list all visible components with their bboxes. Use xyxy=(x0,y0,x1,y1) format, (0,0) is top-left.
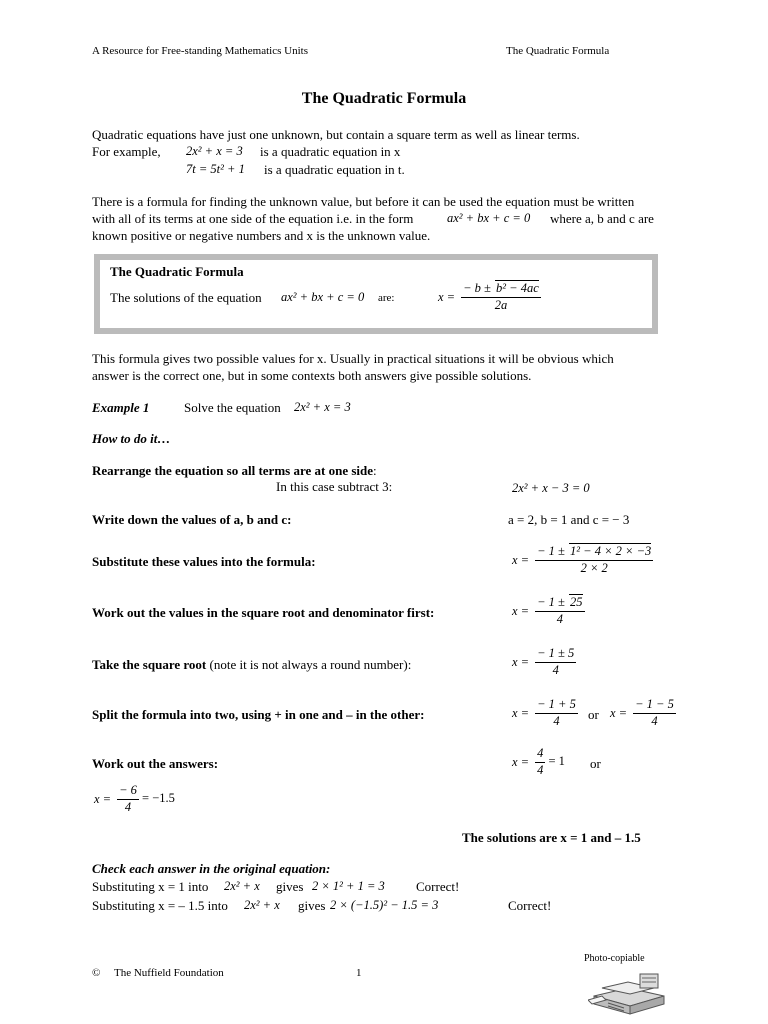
for-example-label: For example, xyxy=(92,144,161,159)
step-simplify-formula: x = $\frac{- 1 \pm 25}{4}$ xyxy=(512,595,583,626)
header-right: The Quadratic Formula xyxy=(506,45,610,57)
footer-org: The Nuffield Foundation xyxy=(114,967,224,979)
step-square-root: Take the square root (note it is not always a round number): xyxy=(92,657,412,672)
step-rearrange: Rearrange the equation so all terms are at one side: xyxy=(92,463,377,478)
quadratic-formula: x = $\frac{\text{− b ± b² − 4ac}}{2a}$ xyxy=(438,281,539,312)
formula-box-text: The solutions of the equation xyxy=(110,290,262,305)
how-to-do-it: How to do it… xyxy=(92,431,171,446)
check-line-1-eq2: 2 × 1² + 1 = 3 xyxy=(312,879,385,893)
step-abc: Write down the values of a, b and c: xyxy=(92,512,292,527)
equation-2: 7t = 5t² + 1 xyxy=(186,162,245,176)
copyright-icon: © xyxy=(92,967,101,979)
para2-line1: There is a formula for finding the unknown value, but before it can be used the equation must be written xyxy=(92,194,635,209)
para2-line3: known positive or negative numbers and x is the unknown value. xyxy=(92,228,431,243)
step-answer-2: x = $\frac{- 6}{4}$ = −1.5 xyxy=(94,783,175,814)
equation-2-desc: is a quadratic equation in t. xyxy=(264,162,405,177)
formula-box-equation: ax² + bx + c = 0 xyxy=(281,290,365,304)
example-equation: 2x² + x = 3 xyxy=(294,400,351,414)
formula-box-are: are: xyxy=(378,292,395,304)
step-square-root-formula: x = $\frac{- 1 \pm 5}{4}$ xyxy=(512,646,575,677)
example-label: Example 1 xyxy=(92,400,150,415)
check-line-1-gives: gives xyxy=(276,879,304,894)
step-split: Split the formula into two, using + in one and – in the other: xyxy=(92,707,425,722)
page-title: The Quadratic Formula xyxy=(301,90,467,107)
photocopier-icon xyxy=(588,966,670,1016)
step-simplify: Work out the values in the square root and denominator first: xyxy=(92,605,435,620)
step-substitute-formula: x = $\frac{\text{− 1 ± 1² − 4 × 2 × −3}}{2 \times 2}$ xyxy=(512,544,652,575)
check-line-2-gives: gives xyxy=(298,898,326,913)
solutions-summary: The solutions are x = 1 and – 1.5 xyxy=(462,830,641,845)
step-answers-or: or xyxy=(590,756,601,771)
para2-line2b: where a, b and c are xyxy=(550,211,654,226)
step-abc-values: a = 2, b = 1 and c = − 3 xyxy=(508,512,630,527)
step-substitute: Substitute these values into the formula: xyxy=(92,554,316,569)
para3-line1: This formula gives two possible values for x. Usually in practical situations it will be obvious which xyxy=(92,351,614,366)
check-line-1-eq1: 2x² + x xyxy=(224,879,260,893)
para3-line2: answer is the correct one, but in some contexts both answers give possible solutions. xyxy=(92,368,532,383)
check-line-1-text: Substituting x = 1 into xyxy=(92,879,209,894)
check-line-1-correct: Correct! xyxy=(416,879,460,894)
check-heading: Check each answer in the original equation: xyxy=(92,861,331,876)
intro-line: Quadratic equations have just one unknown, but contain a square term as well as linear terms. xyxy=(92,127,580,142)
check-line-2-text: Substituting x = – 1.5 into xyxy=(92,898,228,913)
step-rearrange-equation: 2x² + x − 3 = 0 xyxy=(512,481,590,495)
header-left: A Resource for Free-standing Mathematics Units xyxy=(92,45,308,57)
example-text: Solve the equation xyxy=(184,400,281,415)
equation-1-desc: is a quadratic equation in x xyxy=(260,144,401,159)
photocopiable-label: Photo-copiable xyxy=(584,953,645,964)
general-form-equation: ax² + bx + c = 0 xyxy=(447,211,531,225)
check-line-2-eq1: 2x² + x xyxy=(244,898,280,912)
step-split-or: or xyxy=(588,707,599,722)
equation-1: 2x² + x = 3 xyxy=(186,144,243,158)
step-answer-1: x = $\frac{4}{4}$ = 1 xyxy=(512,746,565,777)
step-answers: Work out the answers: xyxy=(92,756,219,771)
step-rearrange-sub: In this case subtract 3: xyxy=(276,479,393,494)
para2-line2a: with all of its terms at one side of the equation i.e. in the form xyxy=(92,211,414,226)
step-split-formula-plus: x = $\frac{- 1 + 5}{4}$ xyxy=(512,697,576,728)
formula-box-heading: The Quadratic Formula xyxy=(110,264,244,279)
check-line-2-correct: Correct! xyxy=(508,898,552,913)
step-split-formula-minus: x = $\frac{- 1 - 5}{4}$ xyxy=(610,697,674,728)
footer-page-number: 1 xyxy=(356,967,362,979)
check-line-2-eq2: 2 × (−1.5)² − 1.5 = 3 xyxy=(330,898,439,912)
